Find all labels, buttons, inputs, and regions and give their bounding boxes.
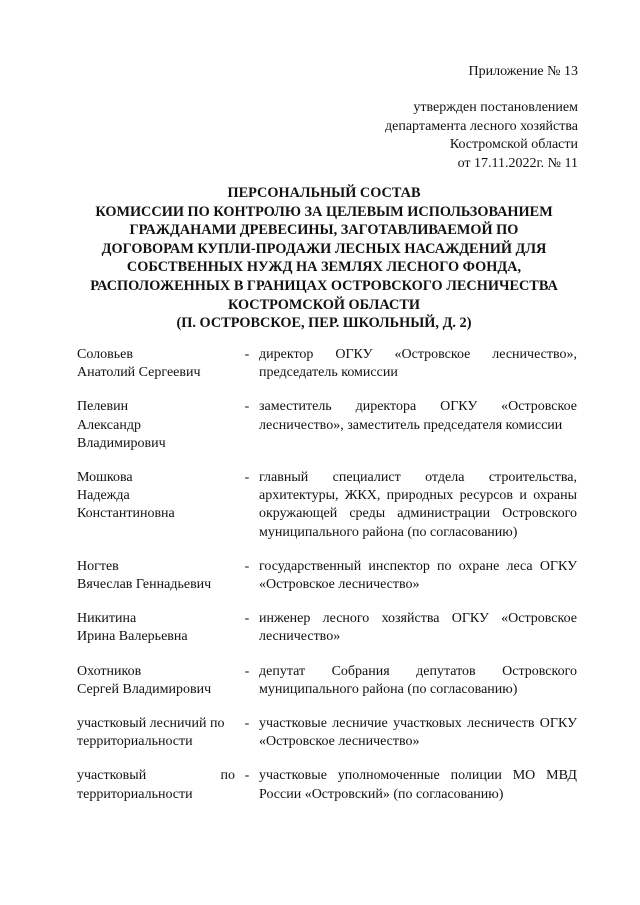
member-role: заместитель директора ОГКУ «Островское лесничество», заместитель председателя комиссии — [259, 399, 577, 433]
document-title — [66, 184, 582, 333]
member-name — [77, 398, 235, 453]
approval-line: Костромской области — [449, 137, 578, 152]
member-row — [77, 610, 577, 646]
member-row — [77, 346, 577, 382]
member-given-names: Ирина Валерьевна — [77, 629, 188, 645]
member-role: инженер лесного хозяйства ОГКУ «Островское лесничество» — [259, 611, 577, 645]
member-patronymic: Владимирович — [77, 435, 166, 451]
member-row — [77, 469, 577, 542]
member-row — [77, 767, 577, 803]
appendix-number: Приложение № 13 — [468, 64, 578, 79]
member-surname: Мошкова — [77, 470, 133, 486]
title-line: ГРАЖДАНАМИ ДРЕВЕСИНЫ, ЗАГОТАВЛИВАЕМОЙ ПО — [129, 222, 519, 239]
separator-dash: - — [244, 768, 250, 784]
member-name — [77, 346, 235, 382]
member-role: депутат Собрания депутатов Островского муниципального района (по согласованию) — [259, 663, 577, 697]
separator-dash: - — [244, 470, 250, 486]
member-patronymic: Константиновна — [77, 506, 175, 522]
title-line: РАСПОЛОЖЕННЫХ В ГРАНИЦАХ ОСТРОВСКОГО ЛЕСНИЧЕСТВА — [90, 277, 558, 294]
separator-dash: - — [244, 347, 250, 362]
member-name — [77, 469, 235, 542]
member-given-names: Сергей Владимирович — [77, 681, 212, 697]
separator-dash: - — [244, 611, 250, 627]
separator-dash: - — [244, 663, 250, 679]
title-line: КОСТРОМСКОЙ ОБЛАСТИ — [227, 296, 421, 313]
member-surname: Пелевин — [77, 399, 129, 415]
member-row — [77, 715, 577, 751]
member-given-name: Александр — [77, 417, 141, 433]
member-given-name: Надежда — [77, 488, 130, 504]
approval-line: департамента лесного хозяйства — [385, 118, 578, 134]
member-role: участковые уполномоченные полиции МО МВД России «Островский» (по согласованию) — [259, 768, 577, 802]
member-surname: Ногтев — [77, 558, 119, 574]
member-row — [77, 398, 577, 453]
member-position: участковый лесничий по территориальности — [77, 716, 225, 750]
member-given-names: Вячеслав Геннадьевич — [77, 577, 212, 593]
member-name — [77, 558, 235, 594]
member-role: участковые лесничие участковых лесничеств ОГКУ «Островское лесничество» — [259, 716, 577, 750]
member-position: участковый по территориальности — [77, 768, 235, 802]
member-row — [77, 558, 577, 594]
members-list — [77, 346, 577, 820]
approval-block — [385, 99, 578, 173]
member-role: директор ОГКУ «Островское лесничество», председатель комиссии — [259, 347, 577, 381]
member-surname: Охотников — [77, 663, 142, 679]
title-line: ДОГОВОРАМ КУПЛИ-ПРОДАЖИ ЛЕСНЫХ НАСАЖДЕНИЙ ДЛЯ — [101, 240, 547, 257]
approval-date-line: от 17.11.2022г. № 11 — [457, 155, 578, 171]
title-line: ПЕРСОНАЛЬНЫЙ СОСТАВ — [227, 185, 421, 201]
member-role: государственный инспектор по охране леса ОГКУ «Островское лесничество» — [259, 558, 577, 593]
member-given-names: Анатолий Сергеевич — [77, 365, 201, 381]
title-line: (П. ОСТРОВСКОЕ, ПЕР. ШКОЛЬНЫЙ, Д. 2) — [176, 315, 472, 332]
separator-dash: - — [244, 558, 250, 574]
member-name — [77, 663, 235, 699]
member-row — [77, 663, 577, 699]
member-role: главный специалист отдела строительства, архитектуры, ЖКХ, природных ресурсов и охраны окружающей среды администрации Островского муниципального района (по согласованию) — [259, 470, 577, 540]
separator-dash: - — [244, 399, 250, 415]
separator-dash: - — [244, 716, 250, 732]
member-surname: Соловьев — [77, 347, 133, 362]
approval-line: утвержден постановлением — [413, 100, 578, 115]
title-line: КОМИССИИ ПО КОНТРОЛЮ ЗА ЦЕЛЕВЫМ ИСПОЛЬЗОВАНИЕМ — [95, 203, 553, 220]
member-name — [77, 610, 235, 646]
member-surname: Никитина — [77, 611, 137, 627]
title-line: СОБСТВЕННЫХ НУЖД НА ЗЕМЛЯХ ЛЕСНОГО ФОНДА, — [126, 259, 522, 276]
